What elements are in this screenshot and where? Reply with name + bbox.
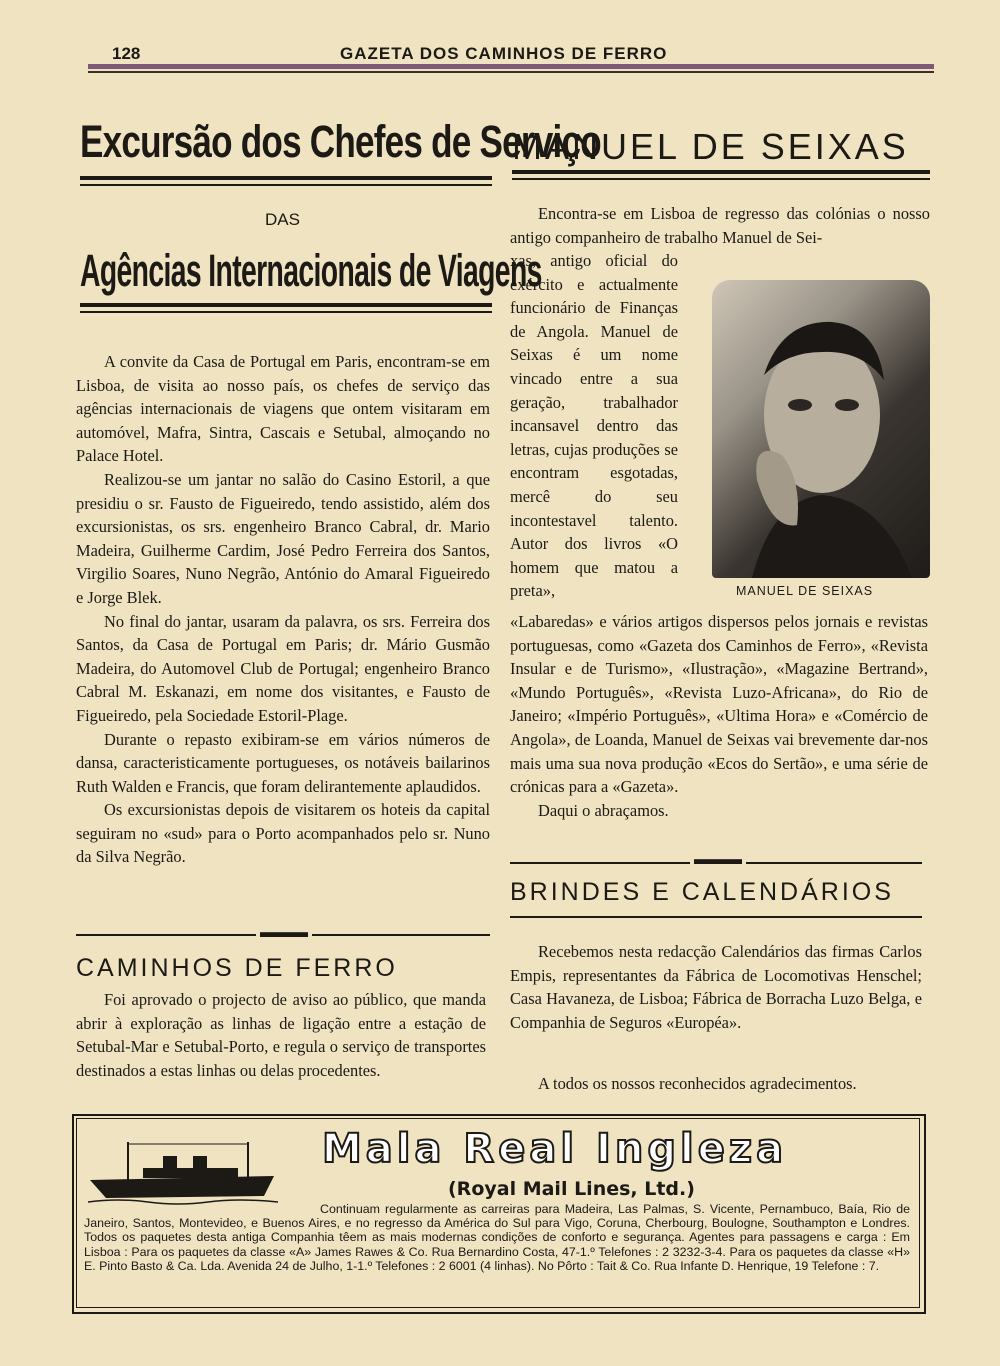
- portrait-image: [712, 280, 930, 578]
- train-icon: ▬▬▬: [256, 925, 312, 941]
- paragraph: Realizou-se um jantar no salão do Casino Estoril, a que presidiu o sr. Fausto de Figueiredo, tendo assistido, além dos excursionistas, os srs. engenheiro Branco Cabral, dr. Mario Madeira, Guilherme Cardim, José Pedro Ferreira dos Santos, Virgilio Soares, Nuno Negrão, António do Amaral Figueiredo e Jorge Blek.: [76, 469, 490, 607]
- ship-drawing: [88, 1138, 278, 1208]
- paragraph: No final do jantar, usaram da palavra, os srs. Ferreira dos Santos, da Casa de Portugal em Paris; dr. Mário Gusmão Madeira, do Automovel Club de Portugal; engenheiro Branco Cabral M. Eskanazi, em nome dos visitantes, e Fausto de Figueiredo, pela Sociedade Estoril-Plage.: [76, 611, 490, 725]
- ad-body: Continuam regularmente as carreiras para Madeira, Las Palmas, S. Vicente, Pernambuco, Baía, Rio de Janeiro, Santos, Montevideo, e Buenos Aires, e no regresso da América do Sul para Vigo, Coruna, Cherbourg, Boulogne, Southampton e Londres. Todos os paquetes desta antiga Companhia têem as mais modernas condições de conforto e segurança. Agentes para passagens e carga : Em Lisboa : Para os paquetes da classe «A» James Rawes & Co. Rua Bernardino Costa, 47-1.º Telefones : 2 3232-3-4. Para os paquetes da classe «H» E. Pinto Basto & Ca. Lda. Avenida 24 de Julho, 1-1.º Telefones : 2 6001 (4 linhas). No Pôrto : Tait & Co. Rua Infante D. Henrique, 19 Telefone : 7.: [84, 1202, 910, 1273]
- headline-rule: [80, 303, 492, 307]
- headline-rule-thin: [512, 178, 930, 180]
- headline-manuel: MANUEL DE SEIXAS: [512, 126, 909, 167]
- headline-rule-thin: [80, 184, 492, 186]
- headline-das: DAS: [265, 210, 300, 229]
- headline-agencias: Agências Internacionais de Viagens: [80, 245, 542, 296]
- headline-rule: [512, 170, 930, 174]
- article-brindes-closing: [510, 1072, 922, 1096]
- paragraph: «Labaredas» e vários artigos dispersos pelos jornais e revistas portuguesas, como «Gazeta dos Caminhos de Ferro», «Revista Insular e de Turismo», «Ilustração», «Magazine Bertrand», «Mundo Português», «Revista Luzo-Africana», do Rio de Janeiro; «Império Português», «Ultima Hora» e «Comércio de Angola», de Loanda, Manuel de Seixas vai brevemente dar-nos mais uma sua nova produção «Ecos do Sertão», e uma série de crónicas para a «Gazeta».: [510, 612, 928, 797]
- publication-title: GAZETA DOS CAMINHOS DE FERRO: [340, 44, 668, 63]
- paragraph: xas, antigo oficial do exército e actualmente funcionário de Finanças de Angola. Manuel de Seixas é um nome vincado entre a sua geração, trabalhador incansavel dentro das letras, cujas produções se encontram esgotadas, mercê do seu incontestavel talento. Autor dos livros «O homem que matou a preta»,: [510, 251, 678, 601]
- article-caminhos: [76, 988, 486, 1082]
- caminhos-heading: CAMINHOS DE FERRO: [76, 954, 398, 982]
- article-manuel-cont: [510, 610, 928, 822]
- article-excursao: [76, 350, 490, 869]
- headline-rule-thin: [80, 311, 492, 313]
- photo-caption: MANUEL DE SEIXAS: [736, 584, 874, 598]
- headline-rule: [80, 176, 492, 180]
- headline-excursao: Excursão dos Chefes de Serviço: [80, 116, 601, 167]
- section-rule: [510, 916, 922, 918]
- paragraph: Encontra-se em Lisboa de regresso das colónias o nosso antigo companheiro de trabalho Manuel de Sei-: [510, 204, 930, 247]
- article-manuel-intro: [510, 202, 930, 249]
- ad-title: Mala Real Ingleza: [322, 1126, 788, 1172]
- ad-subtitle: (Royal Mail Lines, Ltd.): [448, 1178, 695, 1200]
- paragraph: Daqui o abraçamos.: [538, 800, 669, 820]
- paragraph: A convite da Casa de Portugal em Paris, encontram-se em Lisboa, de visita ao nosso país, os chefes de serviço das agências internacionais de viagens que ontem visitaram em automóvel, Mafra, Sintra, Cascais e Setubal, almoçando no Palace Hotel.: [76, 352, 490, 466]
- brindes-heading: BRINDES E CALENDÁRIOS: [510, 878, 894, 906]
- header-rule: [88, 64, 934, 69]
- paragraph: Recebemos nesta redacção Calendários das firmas Carlos Empis, representantes da Fábrica de Locomotivas Henschel; Casa Havaneza, de Lisboa; Fábrica de Borracha Luzo Belga, e Companhia de Seguros «Européa».: [510, 942, 922, 1032]
- paragraph: Os excursionistas depois de visitarem os hoteis da capital seguiram no «sud» para o Porto acompanhados pelo sr. Nuno da Silva Negrão.: [76, 800, 490, 867]
- paragraph: Foi aprovado o projecto de aviso ao público, que manda abrir à exploração as linhas de ligação entre a estação de Setubal-Mar e Setubal-Porto, e regula o serviço de transportes destinados a estas linhas ou delas procedentes.: [76, 990, 486, 1080]
- paragraph: A todos os nossos reconhecidos agradecimentos.: [538, 1074, 857, 1093]
- article-manuel-wrapped: [510, 249, 678, 603]
- header-rule-thin: [88, 71, 934, 73]
- article-brindes: [510, 940, 922, 1034]
- portrait-photo: [712, 280, 930, 578]
- paragraph: Durante o repasto exibiram-se em vários números de dansa, caracteristicamente portugueses, os notáveis bailarinos Ruth Walden e Francis, que foram delirantemente aplaudidos.: [76, 729, 490, 796]
- train-icon: ▬▬▬: [690, 852, 746, 868]
- page-number: 128: [112, 44, 141, 63]
